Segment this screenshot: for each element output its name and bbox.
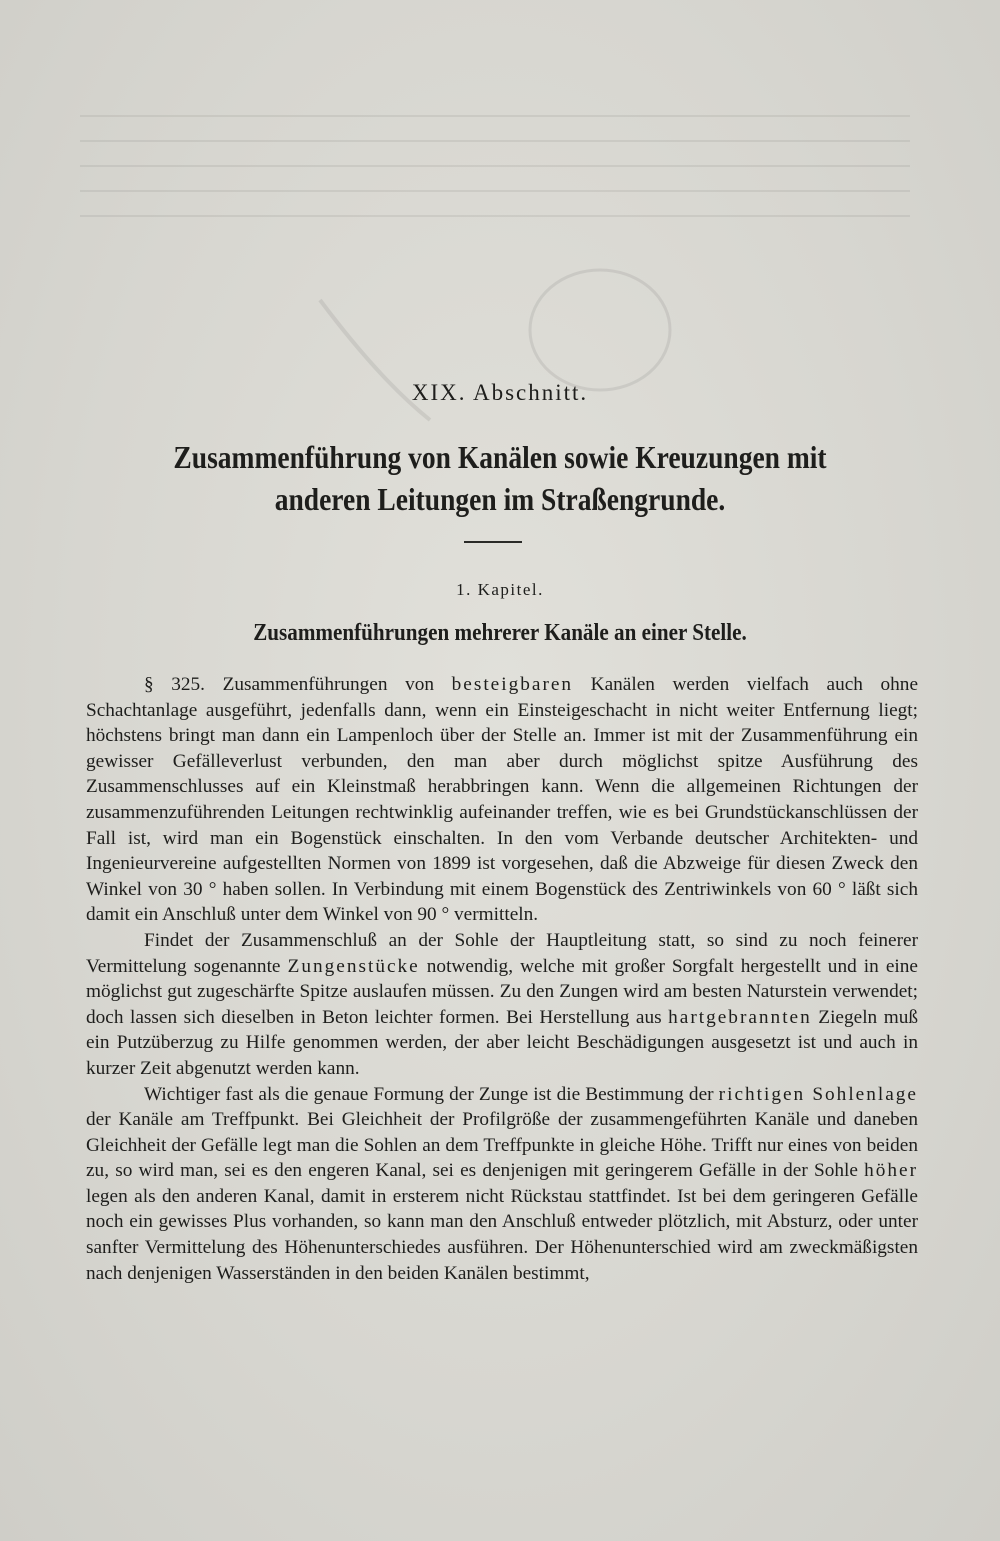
paragraph-text: notwendig, welche mit großer Sorgfalt hergestellt und in eine möglichst gut zugeschärfte Spitze auslaufen müssen. Zu den Zungen wird am besten Naturstein verwendet; doch lassen sich dieselben in Beton leichter formen. Bei Herstellung aus xyxy=(86,955,918,1028)
paragraph-text: der Kanäle am Treffpunkt. Bei Gleichheit der Profilgröße der zusammengeführten Kanäle und daneben Gleichheit der Gefälle legt man die Sohlen an dem Treffpunkte in gleiche Höhe. Trifft nur eines von beiden zu, so wird man, sei es den engeren Kanal, sei es denjenigen mit geringerem Gefälle in der Sohle xyxy=(86,1109,918,1182)
spaced-emphasis: besteigbaren xyxy=(451,674,574,695)
chapter-heading: 1. Kapitel. xyxy=(456,580,544,599)
paragraph-text: Kanälen werden vielfach auch ohne Schachtanlage ausgeführt, jedenfalls dann, wenn ein Einsteigeschacht in nicht weiter Entfernung liegt; höchstens bringt man dann ein Lampenloch über der Stelle an. Immer ist mit der Zusammenführung ein gewisser Gefälleverlust verbunden, den man aber durch möglichst spitze Ausführung des Zusammenschlusses auf ein Kleinstmaß herabbringen kann. Wenn die allgemeinen Richtungen der zusammenzuführenden Leitungen rechtwinklig aufeinander treffen, wie es bei Grundstückanschlüssen der Fall ist, wird man ein Bogenstück einschalten. In den vom Verbande deutscher Architekten- und Ingenieurvereine aufgestellten Normen von 1899 ist vorgesehen, daß die Abzweige für diesen Zweck den Winkel von 30 ° haben sollen. In Verbindung mit einem Bogenstück des Zentriwinkels von 60 ° läßt sich damit ein Anschluß unter dem Winkel von 90 ° vermitteln. xyxy=(86,674,918,926)
bleed-through-shadow xyxy=(0,0,1000,620)
title-line-2: anderen Leitungen im Straßengrunde. xyxy=(274,481,726,517)
title-line-1: Zusammenführung von Kanälen sowie Kreuzungen mit xyxy=(173,439,827,475)
paragraph-text: Zusammenführungen von xyxy=(204,674,452,695)
paragraph-3 xyxy=(86,1082,918,1287)
paragraph-text: Ziegeln muß ein Putzüberzug zu Hilfe genommen werden, der aber leicht Beschädigungen ausgesetzt ist und auch in kurzer Zeit abgenutzt werden kann. xyxy=(86,1006,918,1079)
page-title xyxy=(122,436,879,520)
paragraph-text: legen als den anderen Kanal, damit in ersterem nicht Rückstau stattfindet. Ist bei dem geringeren Gefälle noch ein gewisses Plus vorhanden, so kann man den Anschluß entweder plötzlich, mit Absturz, oder unter sanfter Vermittelung des Höhenunterschiedes ausführen. Der Höhenunterschied wird am zweckmäßigsten nach denjenigen Wasserständen in den beiden Kanälen bestimmt, xyxy=(86,1185,918,1284)
spaced-emphasis: richtigen Sohlenlage xyxy=(718,1083,918,1105)
section-heading: XIX. Abschnitt. xyxy=(411,380,589,405)
title-divider xyxy=(464,541,522,543)
spaced-emphasis: höher xyxy=(864,1160,918,1182)
paragraph-text: Findet der Zusammenschluß an der Sohle der Hauptleitung statt, so sind zu noch feinerer Vermittelung sogenannte xyxy=(86,929,918,977)
body-text xyxy=(86,672,918,1286)
chapter-title: Zusammenführungen mehrerer Kanäle an einer Stelle. xyxy=(253,620,747,646)
paragraph-text: Wichtiger fast als die genaue Formung der Zunge ist die Bestimmung der xyxy=(144,1083,719,1105)
spaced-emphasis: Zungenstücke xyxy=(287,955,420,977)
paragraph-2 xyxy=(86,928,918,1082)
section-number: § 325. xyxy=(144,674,205,695)
paragraph-325 xyxy=(86,672,918,928)
spaced-emphasis: hartgebrannten xyxy=(668,1006,812,1028)
